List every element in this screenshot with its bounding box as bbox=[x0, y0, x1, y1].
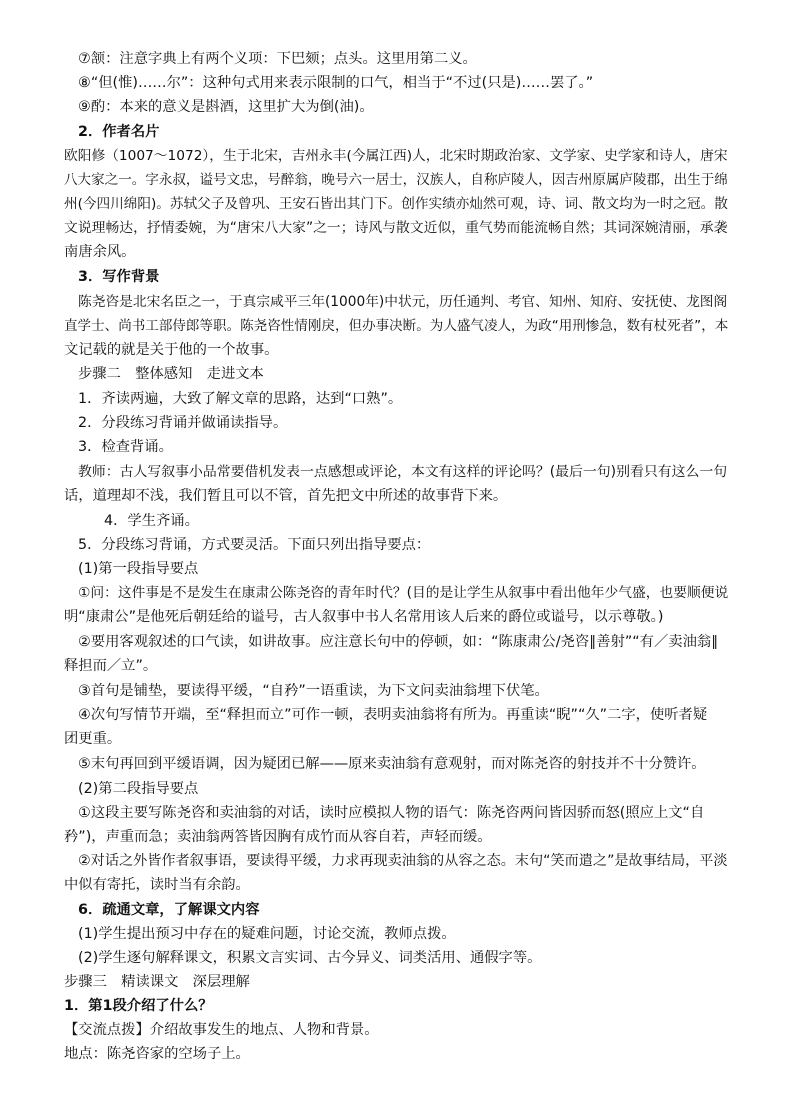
guidance-line: ①问：这件事是不是发生在康肃公陈尧咨的青年时代？(目的是让学生从叙事中看出他年少气盛，也要顺便说 bbox=[78, 585, 729, 601]
list-item: 5．分段练习背诵，方式要灵活。下面只列出指导要点： bbox=[78, 537, 431, 553]
author-paragraph-line: 欧阳修（1007～1072），生于北宋，吉州永丰(今属江西)人，北宋时期政治家、文学家、史学家和诗人，唐宋 bbox=[64, 148, 728, 164]
note-9: ⑨酌：本来的意义是斟酒，这里扩大为倒(油)。 bbox=[78, 99, 374, 115]
step-three-heading: 步骤三 精读课文 深层理解 bbox=[64, 974, 250, 990]
author-paragraph-line: 州(今四川绵阳)。苏轼父子及曾巩、王安石皆出其门下。创作实绩亦灿然可观，诗、词、散文均为一时之冠。散 bbox=[64, 196, 728, 212]
list-item: (2)学生逐句解释课文，积累文言实词、古今异义、词类活用、通假字等。 bbox=[78, 950, 542, 966]
guidance-line: ②要用客观叙述的口气读，如讲故事。应注意长句中的停顿，如：“陈康肃公/尧咨∥善射”“有／卖油翁∥ bbox=[78, 634, 719, 650]
question-heading: 1．第1段介绍了什么？ bbox=[64, 998, 213, 1014]
author-paragraph-line: 八大家之一。字永叔，谥号文忠，号醉翁，晚号六一居士，汉族人，自称庐陵人，因吉州原属庐陵郡，出生于绵 bbox=[64, 172, 728, 188]
guidance-line: ③首句是铺垫，要读得平缓，“自矜”一语重读，为下文问卖油翁埋下伏笔。 bbox=[78, 683, 549, 699]
note-8: ⑧“但(惟)……尔”：这种句式用来表示限制的口气，相当于“不过(只是)……罢了。” bbox=[78, 75, 594, 91]
subheading-second-paragraph: (2)第二段指导要点 bbox=[78, 781, 199, 797]
list-item: 6．疏通文章，了解课文内容 bbox=[78, 902, 260, 918]
background-paragraph-line: 直学士、尚书工部侍郎等职。陈尧咨性情刚戾，但办事决断。为人盛气凌人，为政“用刑惨急，数有杖死者”，本 bbox=[64, 318, 729, 334]
section-heading-author: 2．作者名片 bbox=[78, 124, 160, 140]
guidance-line: ②对话之外皆作者叙事语，要读得平缓，力求再现卖油翁的从容之态。末句“笑而遣之”是故事结局，平淡 bbox=[78, 853, 728, 869]
author-paragraph-line: 文说理畅达，抒情委婉，为“唐宋八大家”之一；诗风与散文近似，重气势而能流畅自然；其词深婉清丽，承袭 bbox=[64, 220, 728, 236]
subheading-first-paragraph: (1)第一段指导要点 bbox=[78, 561, 199, 577]
guidance-line: ⑤末句再回到平缓语调，因为疑团已解——原来卖油翁有意观射，而对陈尧咨的射技并不十分赞许。 bbox=[78, 756, 706, 772]
author-paragraph-line: 南唐余风。 bbox=[64, 244, 136, 260]
step-two-heading: 步骤二 整体感知 走进文本 bbox=[78, 366, 264, 382]
list-item: 2．分段练习背诵并做诵读指导。 bbox=[78, 415, 288, 431]
guidance-line: 明“康肃公”是他死后朝廷给的谥号，古人叙事中书人名常用该人后来的爵位或谥号，以示尊敬。) bbox=[64, 609, 664, 625]
guidance-line: 释担而／立”。 bbox=[64, 658, 158, 674]
teacher-paragraph-line: 教师：古人写叙事小品常要借机发表一点感想或评论，本文有这样的评论吗？(最后一句)别看只有这么一句 bbox=[78, 464, 728, 480]
list-item: (1)学生提出预习中存在的疑难问题，讨论交流，教师点拨。 bbox=[78, 926, 456, 942]
answer-line: 地点：陈尧咨家的空场子上。 bbox=[64, 1046, 250, 1062]
guidance-line: 矜”)，声重而急；卖油翁两答皆因胸有成竹而从容自若，声轻而缓。 bbox=[64, 829, 492, 845]
teacher-paragraph-line: 话，道理却不浅，我们暂且可以不管，首先把文中所述的故事背下来。 bbox=[64, 488, 508, 504]
note-7: ⑦颔：注意字典上有两个义项：下巴颏；点头。这里用第二义。 bbox=[78, 51, 477, 67]
background-paragraph-line: 陈尧咨是北宋名臣之一，于真宗咸平三年(1000年)中状元，历任通判、考官、知州、知府、安抚使、龙图阁 bbox=[78, 294, 728, 310]
list-item: 3．检查背诵。 bbox=[78, 439, 173, 455]
section-heading-background: 3．写作背景 bbox=[78, 269, 160, 285]
list-item: 4．学生齐诵。 bbox=[104, 513, 199, 529]
guidance-line: 团更重。 bbox=[64, 731, 122, 747]
guidance-line: ①这段主要写陈尧咨和卖油翁的对话，读时应模拟人物的语气：陈尧咨两问皆因骄而怒(照应上文“自 bbox=[78, 805, 705, 821]
guidance-line: 中似有寄托，读时当有余韵。 bbox=[64, 877, 250, 893]
list-item: 1．齐读两遍，大致了解文章的思路，达到“口熟”。 bbox=[78, 391, 403, 407]
guidance-line: ④次句写情节开端，至“释担而立”可作一顿，表明卖油翁将有所为。再重读“睨”“久”二字，使听者疑 bbox=[78, 707, 708, 723]
background-paragraph-line: 文记载的就是关于他的一个故事。 bbox=[64, 342, 279, 358]
answer-line: 【交流点拨】介绍故事发生的地点、人物和背景。 bbox=[64, 1022, 379, 1038]
